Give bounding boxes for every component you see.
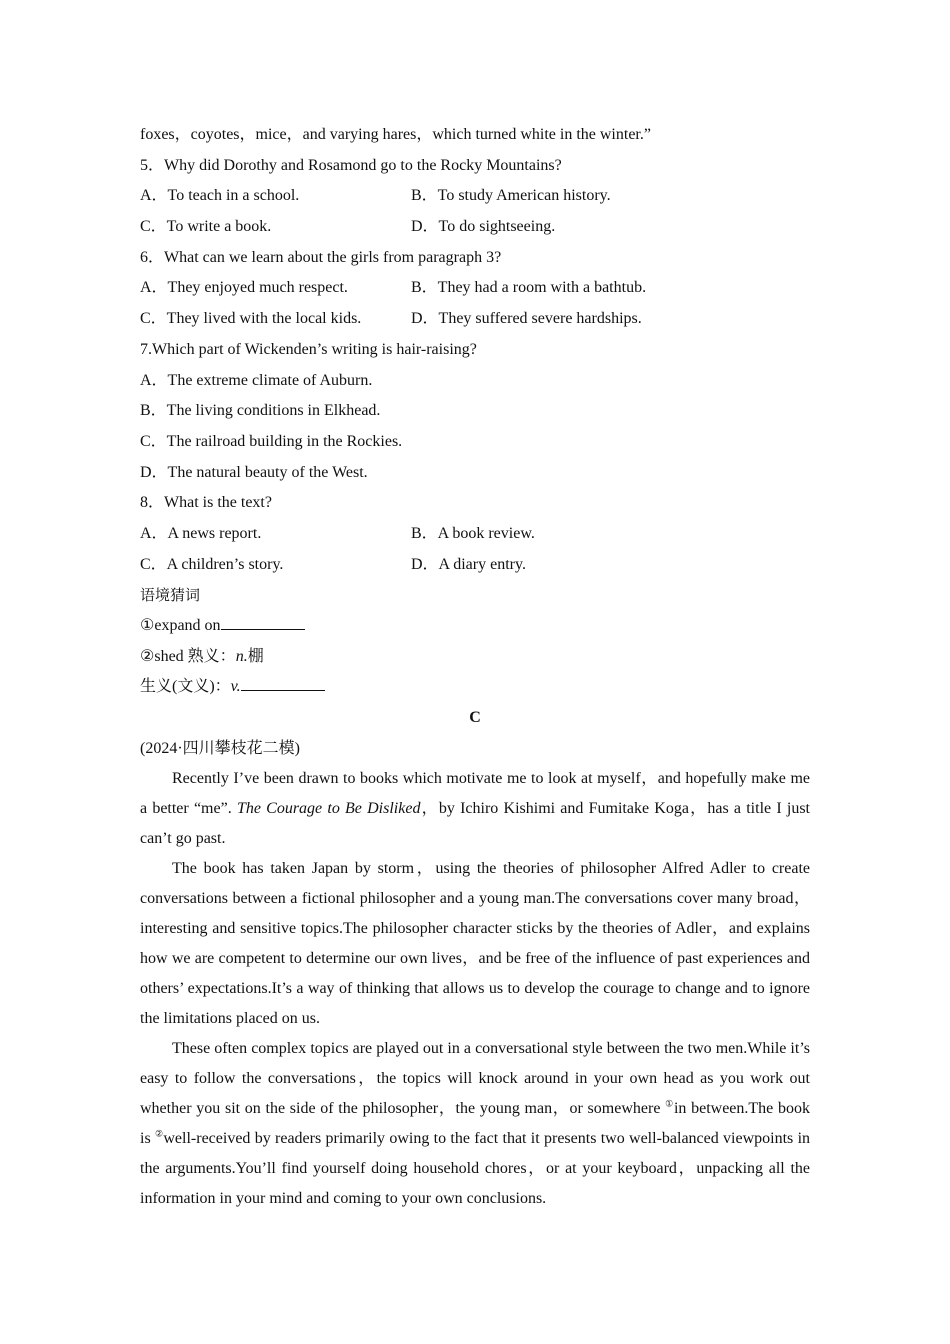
option-d: D．To do sightseeing. [411, 218, 556, 236]
paragraph-1-text-b: ，by Ichiro Kishimi and Fumitake Koga，has a title I just can’t go past. [140, 800, 810, 848]
option-b: B．To study American history. [411, 187, 611, 205]
option-a: A．A news report. [140, 524, 262, 542]
passage-paragraph-3 [140, 1034, 810, 1214]
vocab-item-2-prefix: ②shed 熟义： [140, 647, 236, 665]
question-stem: 6．What can we learn about the girls from paragraph 3? [140, 248, 502, 266]
option-b: B．The living conditions in Elkhead. [140, 402, 381, 420]
vocab-item-3-prefix: 生义(文义)： [140, 678, 231, 696]
option-d: D．The natural beauty of the West. [140, 463, 368, 481]
vocab-item-1 [140, 611, 810, 642]
passage-paragraph-1 [140, 764, 810, 854]
document-page [140, 120, 810, 1214]
footnote-marker-1: ① [665, 1099, 674, 1110]
footnote-marker-2: ② [154, 1129, 164, 1140]
question-7 [140, 335, 810, 488]
option-row [140, 304, 810, 335]
vocab-item-2-meaning: 棚 [247, 647, 264, 665]
vocab-section [140, 580, 810, 703]
vocab-item-3 [140, 672, 810, 703]
option-c: C．They lived with the local kids. [140, 310, 362, 328]
option-b: B．A book review. [411, 524, 535, 542]
option-c: C．The railroad building in the Rockies. [140, 432, 403, 450]
answer-blank-2[interactable] [241, 672, 325, 691]
paragraph-3-text-a: These often complex topics are played out in a conversational style between the two men.While it’s easy to follow the conversations，the topics will knock around in your own head as you work out whether you sit on the side of the philosopher，the young man，or somewhere [140, 1040, 810, 1118]
question-stem: 7.Which part of Wickenden’s writing is hair-raising? [140, 340, 477, 358]
intro-line: foxes，coyotes，mice，and varying hares，which turned white in the winter.” [140, 126, 651, 143]
option-a: A．They enjoyed much respect. [140, 279, 348, 297]
question-8 [140, 488, 810, 580]
passage-paragraph-2: The book has taken Japan by storm，using the theories of philosopher Alfred Adler to create conversations between a fictional philosopher and a young man.The conversations cover many broad，interesting and sensitive topics.The philosopher character sticks by the theories of Adler，and explains how we are competent to determine our own lives，and be free of the influence of past experiences and others’ expectations.It’s a way of thinking that allows us to develop the courage to change and to ignore the limitations placed on us. [140, 860, 810, 1028]
option-c: C．To write a book. [140, 218, 272, 236]
vocab-item-3-pos: v. [230, 678, 241, 696]
paragraph-3-text-b: in between.The book is [140, 1100, 810, 1148]
option-row [140, 550, 810, 581]
paragraph-3-text-c: well-received by readers primarily owing to the fact that it presents two well-balanced viewpoints in the arguments.You’ll find yourself doing household chores，or at your keyboard，unpacking all the information in your mind and coming to your own conclusions. [140, 1130, 811, 1208]
option-d: D．A diary entry. [411, 555, 526, 573]
vocab-item-2 [140, 642, 810, 673]
option-row [140, 519, 810, 550]
answer-blank-1[interactable] [221, 611, 305, 630]
passage-source: (2024·四川攀枝花二模) [140, 739, 300, 757]
vocab-item-2-pos: n. [235, 647, 248, 665]
option-row [140, 273, 810, 304]
option-row [140, 212, 810, 243]
option-row [140, 181, 810, 212]
paragraph-1-text-a: Recently I’ve been drawn to books which motivate me to look at myself，and hopefully make me a better “me”. [140, 770, 810, 818]
question-5 [140, 151, 810, 243]
question-stem: 5．Why did Dorothy and Rosamond go to the Rocky Mountains? [140, 156, 562, 174]
question-6 [140, 243, 810, 335]
option-a: A．To teach in a school. [140, 187, 300, 205]
option-c: C．A children’s story. [140, 555, 284, 573]
option-b: B．They had a room with a bathtub. [411, 279, 647, 297]
option-d: D．They suffered severe hardships. [411, 310, 642, 328]
vocab-heading: 语境猜词 [140, 586, 201, 605]
question-stem: 8．What is the text? [140, 494, 272, 512]
vocab-item-1-text: ①expand on [140, 617, 221, 634]
option-a: A．The extreme climate of Auburn. [140, 371, 373, 389]
book-title: The Courage to Be Disliked [236, 800, 421, 818]
section-letter: C [469, 709, 481, 727]
